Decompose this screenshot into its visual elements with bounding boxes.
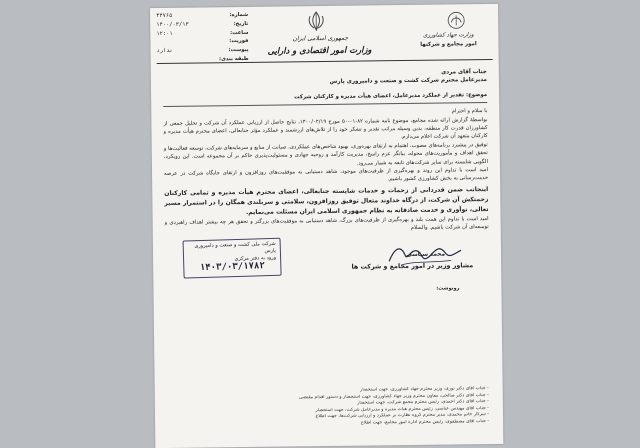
cc-item: - جناب آقای دکتر صالحی، معاون محترم وزیر جهاد کشاورزی، جهت استحضار و دستور اقدام مقتضی (169, 393, 489, 404)
appreciation-paragraph: اینجانب ضمن قدردانی از زحمات و خدمات شایسته جنابعالی، اعضای محترم هیأت مدیره و تمامی کارکنان زحمتکش آن شرکت، از درگاه خداوند متعال توفیق روزافزون، سلامتی و سربلندی همگان را در استمرار مسیر تعالی، نوآوری و خدمت صادقانه به نظام جمهوری اسلامی ایران مسئلت می‌نمایم. (164, 185, 488, 219)
metadata-label: طبقه بندی: (219, 55, 249, 64)
cc-label: رونوشت: (436, 284, 459, 293)
signer-title: مشاور وزیر در امور مجامع و شرکت ها (351, 261, 473, 271)
metadata-value: ۴۳۷۶۵ (156, 12, 172, 21)
letter-metadata (156, 11, 249, 65)
subject-divider (163, 102, 487, 107)
cc-item: - سرکار خانم محمدی، مدیر محترم گروه نظارت بر عملکرد و ارزیابی شرکت‌ها، جهت اطلاع (169, 412, 489, 423)
letter-header (150, 4, 499, 66)
stamp-line-1: شرکت ملی کشت و صنعت و دامپروری (188, 241, 276, 251)
cc-list (169, 386, 489, 429)
closing-paragraph: امید است با تداوم این همت بلند و بهره‌گیری از ظرفیت‌های بزرگ، شاهد دستیابی به موفقیت‌های بزرگتر و تحقق هر چه بیشتر اهداف راهبردی و توسعه‌ای آن شرکت باشیم. والسلام (165, 215, 489, 236)
letter-body (163, 68, 490, 300)
government-title: جمهوری اسلامی ایران (270, 34, 370, 42)
cc-item: - جناب آقای دکتر نوری، وزیر محترم جهاد کشاورزی، جهت استحضار (169, 386, 489, 397)
stamp-line-2: پارس (188, 248, 276, 258)
department-name: امور مجامع و شرکتها (408, 41, 488, 48)
stamp-number: ۱۴۰۳/۰۳/۱۷۸۲ (188, 262, 276, 272)
metadata-label: تاریخ: (234, 20, 249, 29)
cc-item: - جناب آقای مصطفوی، رئیس محترم اداره امور مجامع، جهت اطلاع (169, 419, 489, 430)
paragraph-1: بواسطهٔ گزارش ارائه شده مجامع، موضوع نامه شماره ۸۲-۰۱-۵۰ مورخ ۱۴۰۰/۰۲/۱۹، نتایج حاصل از ارزیابی عملکرد آن شرکت و تحلیل جمعی از کشاورزان قدرت کار منطقه، بدین وسیله مراتب تقدیر و تشکر خود را از تلاش‌های ارزشمند و عملکرد مؤثر جنابعالی، اعضای محترم هیأت مدیره و کارکنان متعهد آن شرکت اعلام می‌دارم. (163, 116, 487, 145)
signature-area (165, 236, 490, 300)
signer-name: محمد سیاسی (406, 250, 445, 259)
ministry-name: وزارت جهاد کشاورزی (408, 32, 488, 39)
salutation: جناب آقای مردی (163, 68, 487, 80)
metadata-label: پیوست: (228, 46, 248, 55)
metadata-value: ۱۴۰۰/۰۳/۱۳ (156, 20, 189, 29)
receipt-stamp (183, 237, 282, 278)
paragraph-3: امید است با تداوم این روند و بهره‌گیری از ظرفیت‌های موجود، شاهد دستیابی به موفقیت‌های روزافزون و ارتقای جایگاه شرکت در عرصه خدمت‌رسانی به بخش کشاورزی کشور باشیم. (164, 166, 488, 187)
metadata-value: ۱۲:۰۱ (156, 29, 172, 38)
metadata-label: فوریت: (229, 37, 248, 46)
metadata-label: شماره: (229, 11, 248, 20)
cc-item: - جناب آقای دکتر احمدی، رئیس محترم مجمع شرکت، جهت استحضار (169, 399, 489, 410)
jihad-logo-icon (444, 10, 468, 30)
cc-item: - جناب آقای مهندس عباسی، رئیس محترم هیأت مدیره و مدیرعامل شرکت، جهت استحضار (169, 406, 489, 417)
iran-emblem-icon (305, 10, 327, 32)
greeting: با سلام و احترام (163, 107, 487, 119)
metadata-label: ساعت: (230, 29, 248, 38)
paragraph-2: توفیق در پیشبرد برنامه‌های مصوب، اهتمام به ارتقای بهره‌وری، بهبود شاخص‌های عملکردی، صیانت از منابع و سرمایه‌های شرکت، توسعه فعالیت‌ها و تحقق اهداف و مأموریت‌های محوله، بیانگر عزم راسخ، مدیریت کارآمد و روحیه جهادی و مسئولیت‌پذیری حاکم بر آن مجموعه است. این رویکرد، الگویی شایسته برای سایر شرکت‌های تابعه به شمار می‌رود. (164, 141, 488, 170)
letter-page (150, 4, 503, 448)
addressee: مدیرعامل محترم شرکت کشت و صنعت و دامپروری پارس (163, 76, 487, 88)
metadata-value: ندارد (156, 47, 172, 56)
subject-line: موضوع: تقدیر از عملکرد مدیرعامل، اعضای هیأت مدیره و کارکنان شرکت (163, 91, 487, 103)
stamp-line-3: ورود به دفتر مرکزی (188, 255, 276, 265)
ministry-title: وزارت امور اقتصادی و دارایی (254, 44, 384, 56)
